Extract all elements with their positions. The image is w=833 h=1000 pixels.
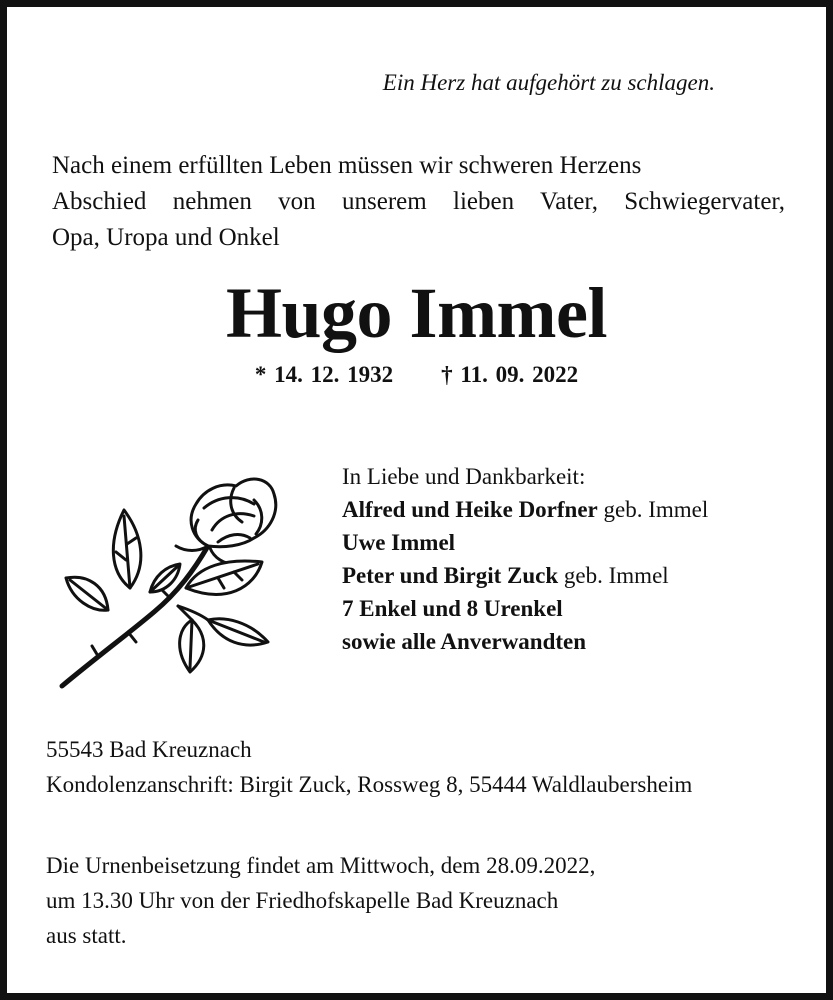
- intro-text: [52, 148, 785, 220]
- mourner-line: [342, 559, 708, 592]
- motto: Ein Herz hat aufgehört zu schlagen.: [382, 70, 715, 95]
- mourner-names: Peter und Birgit Zuck: [342, 563, 559, 588]
- birth-date: * 14. 12. 1932: [254, 362, 394, 387]
- life-dates: [0, 362, 833, 388]
- deceased-name: Hugo Immel: [226, 273, 607, 353]
- intro-line-1: Nach einem erfüllten Leben müssen wir schweren Herzens: [52, 152, 642, 179]
- city-line: 55543 Bad Kreuznach: [46, 737, 252, 762]
- mourners-heading: In Liebe und Dankbarkeit:: [342, 464, 586, 489]
- condolence-address: Kondolenzanschrift: Birgit Zuck, Rossweg 8, 55444 Waldlaubersheim: [46, 772, 693, 797]
- mourner-line: [342, 493, 708, 526]
- mourner-names: Alfred und Heike Dorfner: [342, 497, 598, 522]
- ceremony-info: [46, 848, 595, 953]
- intro-line-3: Opa, Uropa und Onkel: [52, 224, 280, 251]
- intro-line-2: Abschied nehmen von unserem lieben Vater, Schwiegervater,: [52, 188, 785, 215]
- mourner-line: [342, 625, 708, 658]
- ceremony-line-2: um 13.30 Uhr von der Friedhofskapelle Bad Kreuznach: [46, 888, 559, 913]
- mourner-names: 7 Enkel und 8 Urenkel: [342, 596, 563, 621]
- mourner-names: sowie alle Anverwandten: [342, 629, 587, 654]
- mourner-line: [342, 526, 708, 559]
- mourners-list: [342, 460, 708, 658]
- mourner-line: [342, 592, 708, 625]
- ceremony-line-3: aus statt.: [46, 923, 127, 948]
- mourner-suffix: geb. Immel: [597, 497, 709, 522]
- ceremony-line-1: Die Urnenbeisetzung findet am Mittwoch, dem 28.09.2022,: [46, 853, 596, 878]
- address-block: [46, 732, 692, 802]
- death-date: † 11. 09. 2022: [441, 362, 579, 387]
- rose-icon: [58, 460, 278, 692]
- mourner-names: Uwe Immel: [342, 530, 456, 555]
- mourner-suffix: geb. Immel: [558, 563, 669, 588]
